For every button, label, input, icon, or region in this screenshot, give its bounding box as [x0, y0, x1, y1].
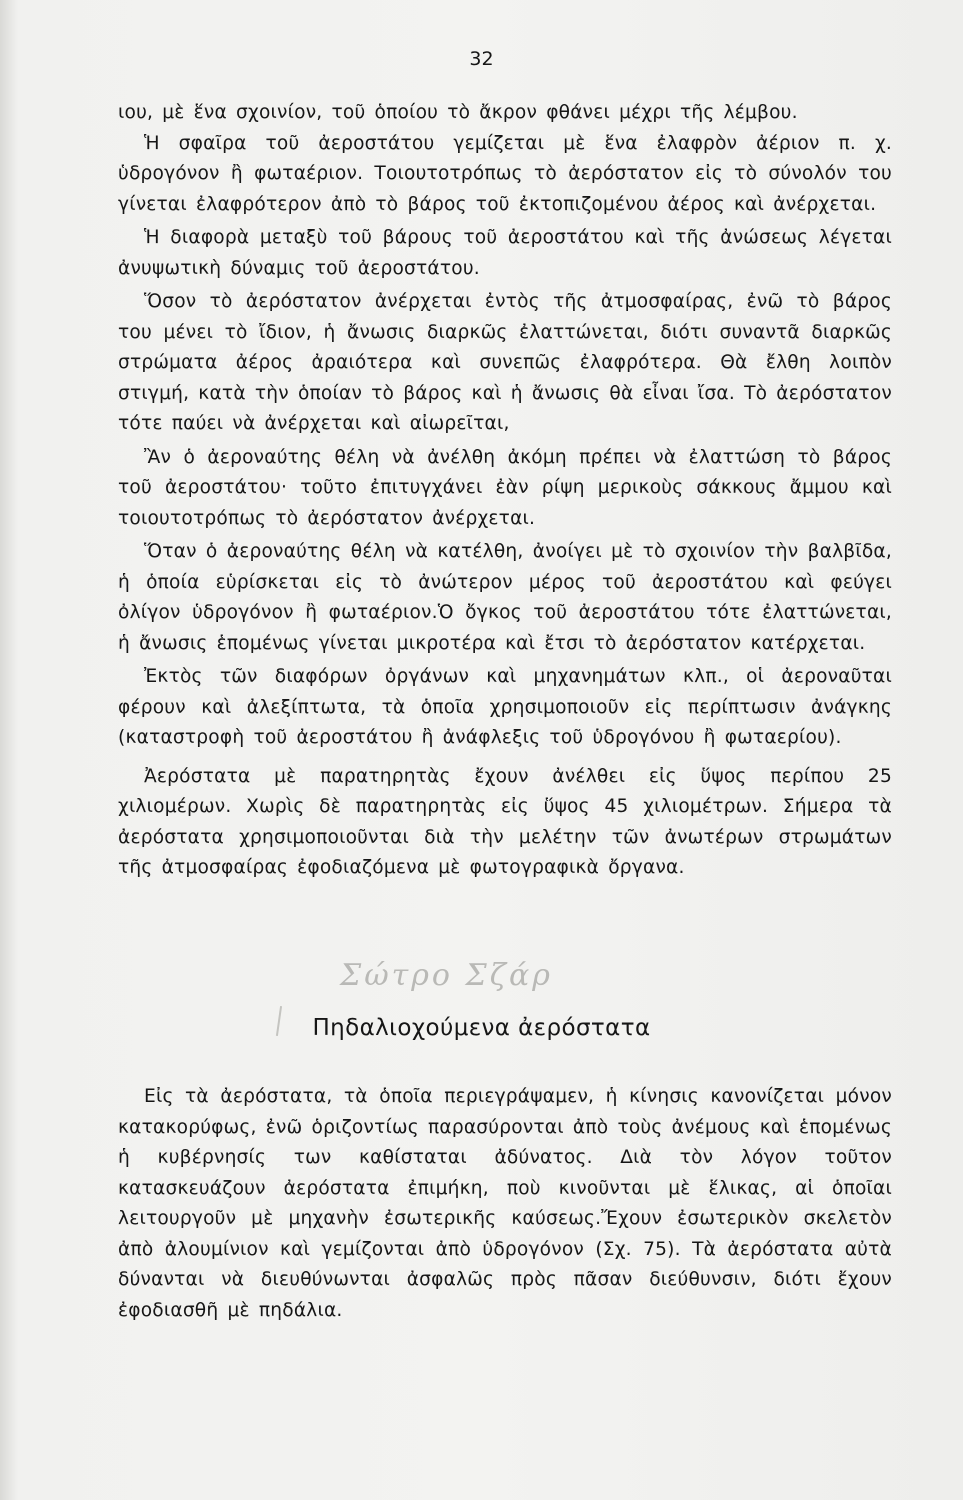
- paragraph-altitude-records: Ἀερόστατα μὲ παρατηρητὰς ἔχουν ἀνέλθει εἰς ὕψος περίπου 25 χιλιομέρων. Χωρὶς δὲ παρατηρητὰς εἰς ὕψος 45 χιλιομέτρων. Σήμερα τὰ ἀερόστατα χρησιμοποιοῦνται διὰ τὴν μελέτην τῶν ἀνωτέρων στρωμάτων τῆς ἀτμοσφαίρας ἐφοδιαζόμενα μὲ φωτογραφικὰ ὄργανα.: [118, 765, 892, 878]
- section-heading: Πηδαλιοχούμενα ἀερόστατα: [312, 1015, 651, 1041]
- handwritten-note: Σώτρο Σζάρ: [340, 958, 553, 993]
- section-text-block: [118, 1082, 892, 1326]
- body-text-block: [118, 98, 892, 884]
- page-number: 32: [469, 48, 494, 70]
- paragraph-ascent-equilibrium: Ὅσον τὸ ἀερόστατον ἀνέρχεται ἐντὸς τῆς ἀτμοσφαίρας, ἐνῶ τὸ βάρος του μένει τὸ ἴδιον, ἡ ἄνωσις διαρκῶς ἐλαττώνεται, διότι συναντᾶ διαρκῶς στρώματα ἀέρος ἀραιότερα καὶ συνεπῶς ἐλαφρότερα. Θὰ ἔλθη λοιπὸν στιγμή, κατὰ τὴν ὁποίαν τὸ βάρος καὶ ἡ ἄνωσις θὰ εἶναι ἴσα. Τὸ ἀερόστατον τότε παύει νὰ ἀνέρχεται καὶ αἰωρεῖται,: [118, 291, 892, 434]
- paragraph-airships: Εἰς τὰ ἀερόστατα, τὰ ὁποῖα περιεγράψαμεν, ἡ κίνησις κανονίζεται μόνον κατακορύφως, ἐνῶ ὁριζοντίως παρασύρονται ἀπὸ τοὺς ἀνέμους καὶ ἑπομένως ἡ κυβέρνησίς των καθίσταται ἀδύνατος. Διὰ τὸν λόγον τοῦτον κατασκευάζουν ἀερόστατα ἐπιμήκη, ποὺ κινοῦνται μὲ ἕλικας, αἱ ὁποῖαι λειτουργοῦν μὲ μηχανὴν ἐσωτερικῆς καύσεως.Ἔχουν ἐσωτερικὸν σκελετὸν ἀπὸ ἀλουμίνιον καὶ γεμίζονται ἀπὸ ὑδρογόνον (Σχ. 75). Τὰ ἀερόστατα αὐτὰ δύνανται νὰ διευθύνωνται ἀσφαλῶς πρὸς πᾶσαν διεύθυνσιν, διότι ἔχουν ἐφοδιασθῆ μὲ πηδάλια.: [118, 1086, 892, 1321]
- paragraph-parachutes: Ἐκτὸς τῶν διαφόρων ὀργάνων καὶ μηχανημάτων κλπ., οἱ ἀεροναῦται φέρουν καὶ ἀλεξίπτωτα, τὰ ὁποῖα χρησιμοποιοῦν εἰς περίπτωσιν ἀνάγκης (καταστροφὴ τοῦ ἀεροστάτου ἢ ἀνάφλεξις τοῦ ὑδρογόνου ἢ φωταερίου).: [118, 666, 892, 748]
- paragraph-ballast: Ἂν ὁ ἀεροναύτης θέλη νὰ ἀνέλθη ἀκόμη πρέπει νὰ ἐλαττώση τὸ βάρος τοῦ ἀεροστάτου· τοῦτο ἐπιτυγχάνει ἐὰν ρίψη μερικοὺς σάκκους ἄμμου καὶ τοιουτοτρόπως τὸ ἀερόστατον ἀνέρχεται.: [118, 446, 892, 529]
- paragraph-balloon-gas: Ἡ σφαῖρα τοῦ ἀεροστάτου γεμίζεται μὲ ἕνα ἐλαφρὸν ἀέριον π. χ. ὑδρογόνον ἢ φωταέριον. Τοιουτοτρόπως τὸ ἀερόστατον εἰς τὸ σύνολόν του γίνεται ἐλαφρότερον ἀπὸ τὸ βάρος τοῦ ἐκτοπιζομένου ἀέρος καὶ ἀνέρχεται.: [118, 132, 892, 215]
- paragraph-lift-force: Ἡ διαφορὰ μεταξὺ τοῦ βάρους τοῦ ἀεροστάτου καὶ τῆς ἀνώσεως λέγεται ἀνυψωτικὴ δύναμις τοῦ ἀεροστάτου.: [118, 227, 892, 279]
- paragraph-descent-valve: Ὅταν ὁ ἀεροναύτης θέλη νὰ κατέλθη, ἀνοίγει μὲ τὸ σχοινίον τὴν βαλβῖδα, ἡ ὁποία εὑρίσκεται εἰς τὸ ἀνώτερον μέρος τοῦ ἀεροστάτου καὶ φεύγει ὀλίγον ὑδρογόνον ἢ φωταέριον.Ὁ ὄγκος τοῦ ἀεροστάτου τότε ἐλαττώνεται, ἡ ἄνωσις ἑπομένως γίνεται μικροτέρα καὶ ἔτσι τὸ ἀερόστατον κατέρχεται.: [118, 541, 892, 654]
- paragraph-continuation: ιου, μὲ ἕνα σχοινίον, τοῦ ὁποίου τὸ ἄκρον φθάνει μέχρι τῆς λέμβου.: [118, 102, 798, 123]
